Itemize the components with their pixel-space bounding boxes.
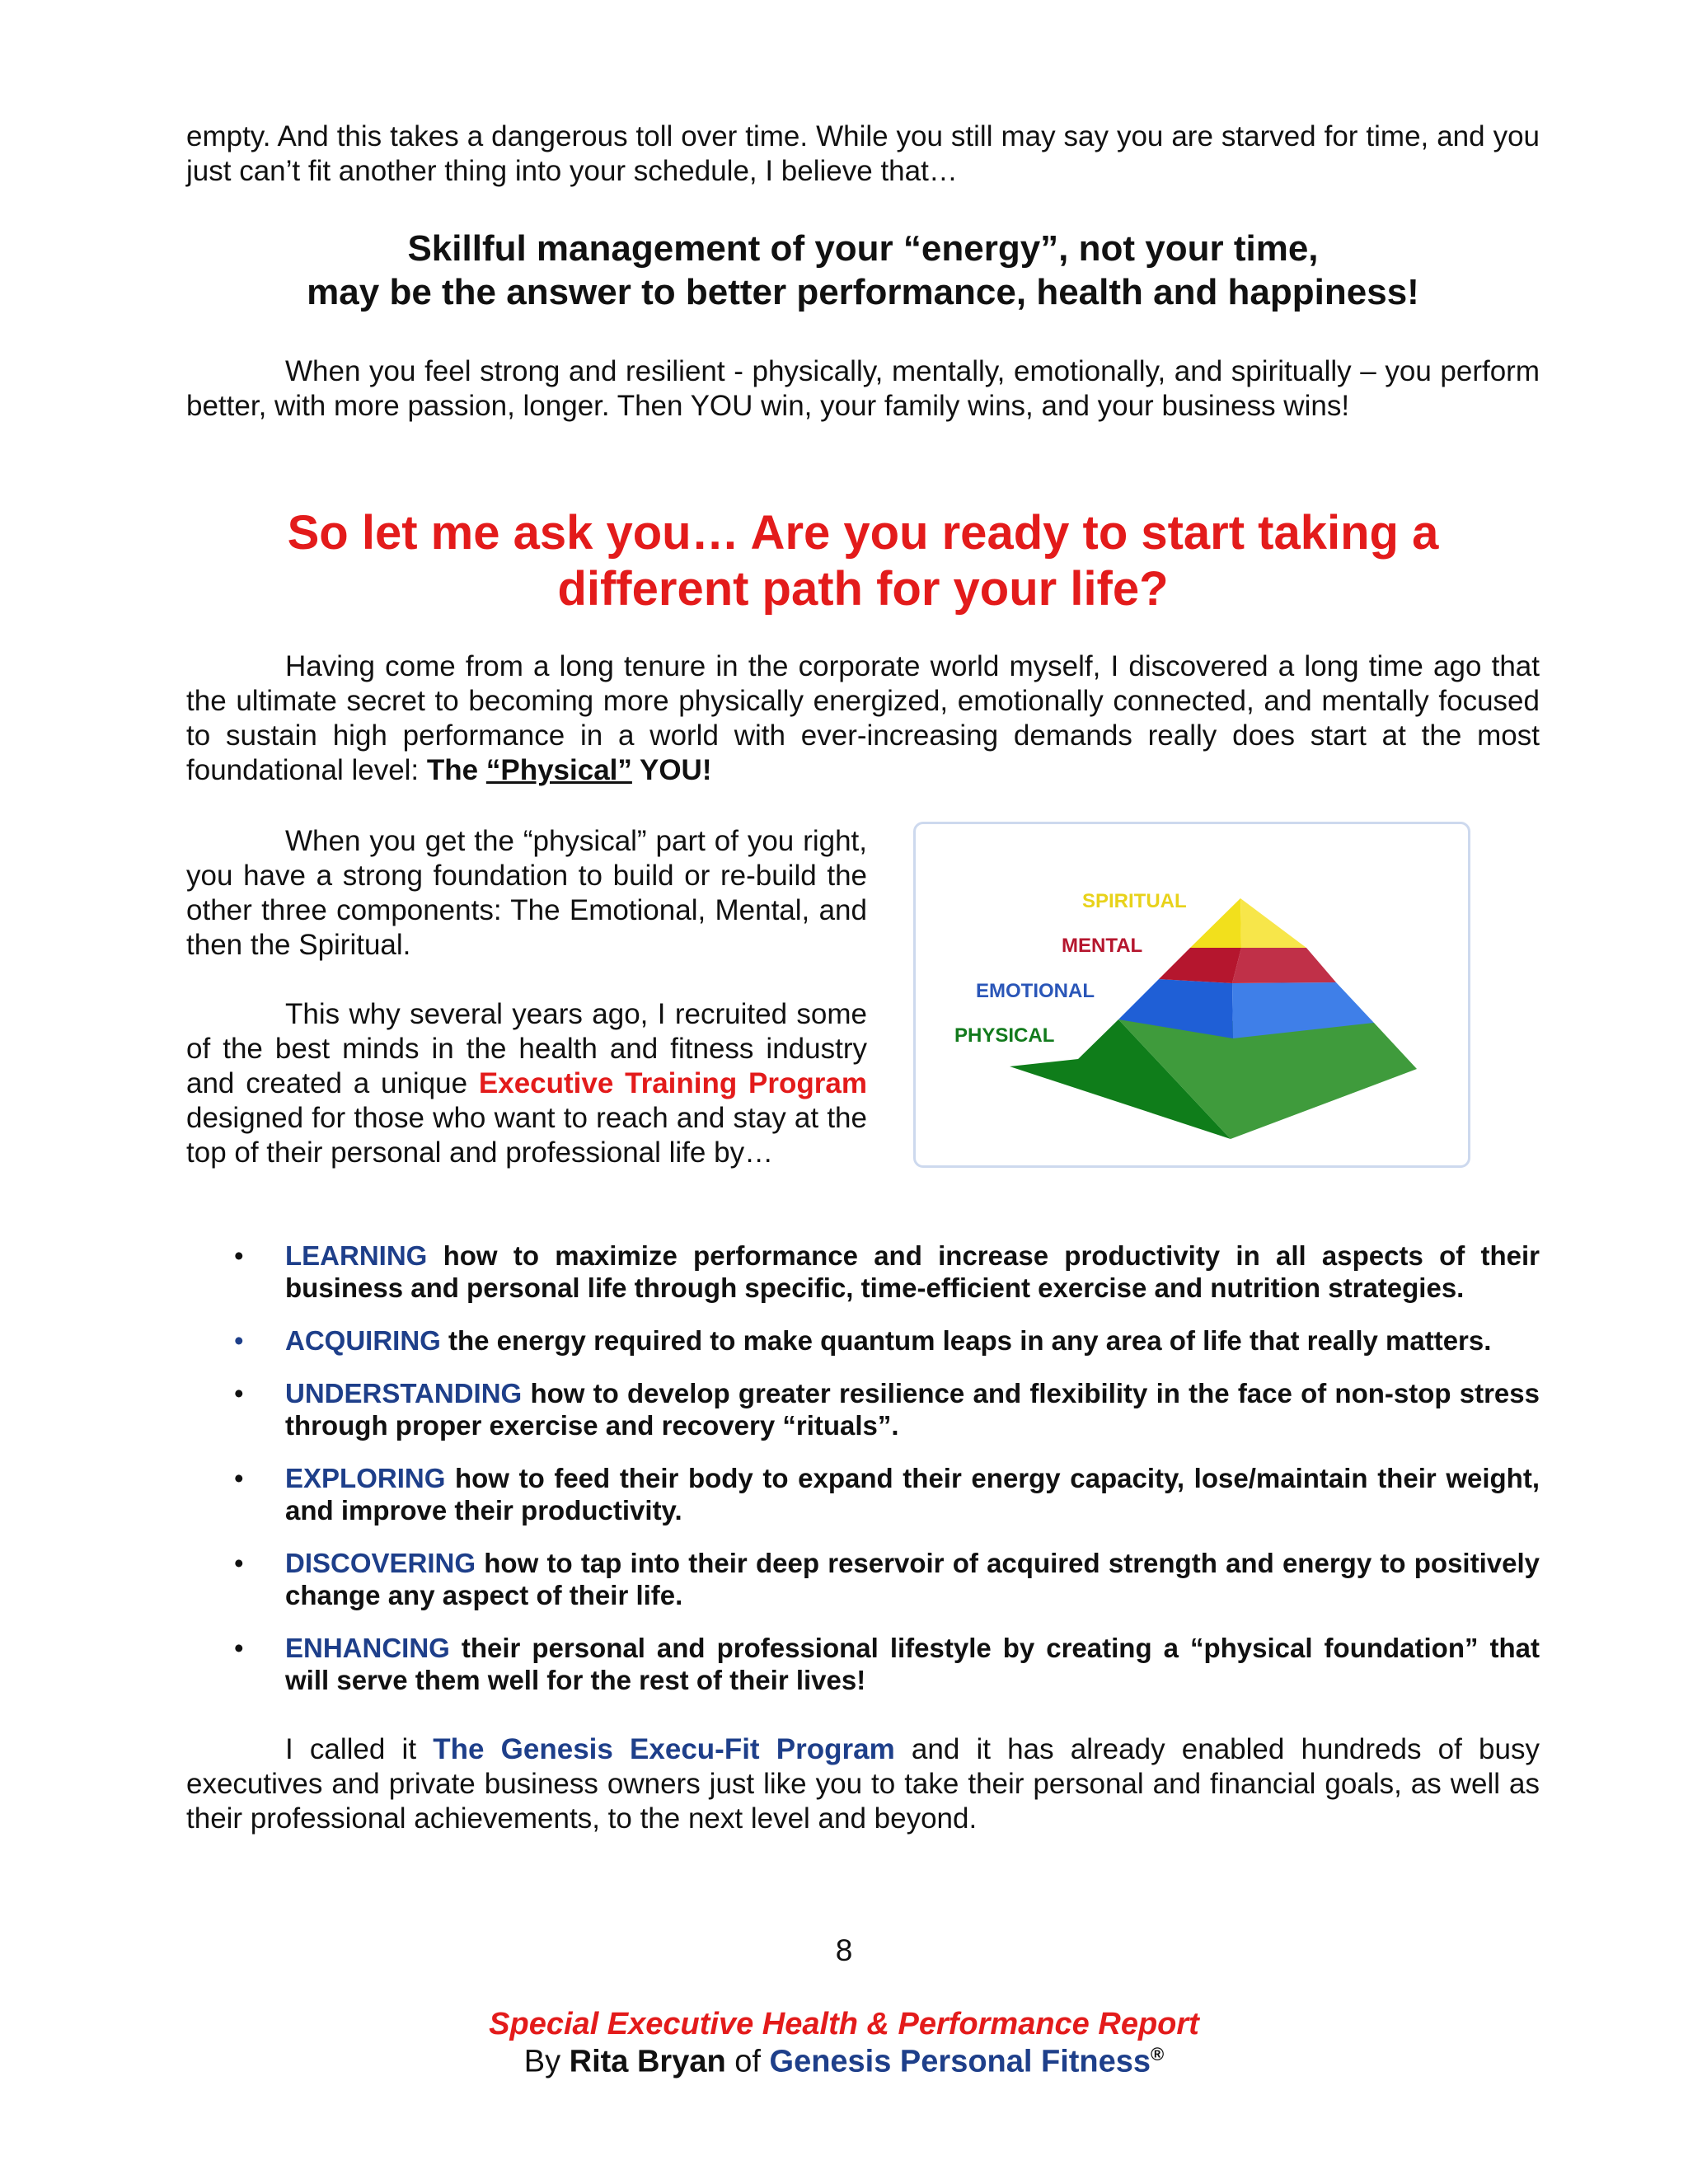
ready-headline bbox=[186, 505, 1540, 617]
callout-line-2: may be the answer to better performance, health and happiness! bbox=[307, 272, 1419, 312]
bullet-symbol: • bbox=[234, 1240, 244, 1271]
bullet-symbol: • bbox=[234, 1633, 244, 1663]
bullet-keyword: LEARNING bbox=[285, 1240, 428, 1271]
corporate-text: Having come from a long tenure in the corporate world myself, I discovered a long time ago that the ultimate secret to becoming more physically energized, emotionally connected, and mentally focused to sustain high performance in a world with ever-increasing demands really does start at the most foundational level: bbox=[186, 650, 1540, 786]
bullet-text: the energy required to make quantum leaps in any area of life that really matters. bbox=[440, 1325, 1492, 1356]
bullet-keyword: ACQUIRING bbox=[285, 1325, 441, 1356]
footer-byline bbox=[0, 2044, 1688, 2080]
pyramid-graphic bbox=[916, 824, 1468, 1165]
list-item bbox=[186, 1377, 1540, 1441]
list-item bbox=[186, 1632, 1540, 1696]
the-bold: The bbox=[426, 754, 486, 786]
executive-training-program: Executive Training Program bbox=[478, 1067, 867, 1099]
recruited-paragraph bbox=[186, 997, 867, 1170]
bullet-symbol: • bbox=[234, 1463, 244, 1493]
physical-underlined: “Physical” bbox=[485, 754, 632, 786]
mental-label: MENTAL bbox=[1062, 935, 1143, 957]
pyramid-figure bbox=[913, 822, 1470, 1168]
footer-company: Genesis Personal Fitness bbox=[769, 2044, 1151, 2079]
bullet-text: how to maximize performance and increase productivity in all aspects of their business and personal life through specific, time-efficient exercise and nutrition strategies. bbox=[285, 1240, 1540, 1303]
genesis-program-name: The Genesis Execu-Fit Program bbox=[433, 1733, 895, 1765]
resilient-paragraph: When you feel strong and resilient - physically, mentally, emotionally, and spiritually – you perform better, with more passion, longer. Then YOU win, your family wins, and your business wins! bbox=[186, 355, 1540, 422]
bullet-symbol: • bbox=[234, 1378, 244, 1408]
registered-mark: ® bbox=[1151, 2044, 1165, 2064]
you-bold: YOU! bbox=[631, 754, 712, 786]
benefits-list bbox=[186, 1240, 1540, 1717]
pyramid-spiritual-right bbox=[1240, 898, 1306, 948]
bullet-keyword: DISCOVERING bbox=[285, 1548, 476, 1578]
genesis-before: I called it bbox=[285, 1733, 434, 1765]
pyramid-spiritual-left bbox=[1190, 898, 1241, 948]
headline-line-2: different path for your life? bbox=[557, 562, 1169, 616]
bullet-symbol: • bbox=[234, 1548, 244, 1578]
bullet-text: how to feed their body to expand their energy capacity, lose/maintain their weight, and improve their productivity. bbox=[285, 1463, 1540, 1526]
list-item bbox=[186, 1324, 1540, 1357]
pyramid-mental-right bbox=[1232, 948, 1336, 983]
list-item bbox=[186, 1547, 1540, 1611]
footer-author: Rita Bryan bbox=[569, 2044, 726, 2079]
bullet-keyword: ENHANCING bbox=[285, 1633, 450, 1663]
bullet-text: their personal and professional lifestyle by creating a “physical foundation” that will serve them well for the rest of their lives! bbox=[285, 1633, 1540, 1695]
pyramid-mental-left bbox=[1159, 948, 1241, 983]
corporate-paragraph bbox=[186, 649, 1540, 788]
emotional-label: EMOTIONAL bbox=[976, 980, 1095, 1002]
genesis-after: and it has already enabled hundreds of busy executives and private business owners just like you to take their personal and financial goals, as well as their professional achievements, to the next level and beyond. bbox=[186, 1733, 1540, 1835]
footer-by: By bbox=[523, 2044, 570, 2079]
recruited-before: This why several years ago, I recruited some of the best minds in the health and fitness industry and created a unique bbox=[186, 998, 867, 1099]
energy-callout bbox=[186, 227, 1540, 314]
intro-paragraph: empty. And this takes a dangerous toll over time. While you still may say you are starved for time, and you just can’t fit another thing into your schedule, I believe that… bbox=[186, 120, 1540, 187]
recruited-after: designed for those who want to reach and stay at the top of their personal and professional life by… bbox=[186, 1102, 867, 1169]
foundation-paragraph: When you get the “physical” part of you right, you have a strong foundation to build or re-build the other three components: The Emotional, Mental, and then the Spiritual. bbox=[186, 825, 867, 961]
physical-label: PHYSICAL bbox=[954, 1024, 1055, 1047]
list-item bbox=[186, 1240, 1540, 1304]
spiritual-label: SPIRITUAL bbox=[1082, 890, 1187, 912]
page-number: 8 bbox=[835, 1933, 853, 1967]
genesis-paragraph bbox=[186, 1732, 1540, 1836]
callout-line-1: Skillful management of your “energy”, not your time, bbox=[407, 228, 1319, 269]
bullet-keyword: EXPLORING bbox=[285, 1463, 446, 1493]
bullet-keyword: UNDERSTANDING bbox=[285, 1378, 523, 1408]
footer-report-title: Special Executive Health & Performance Report bbox=[489, 2007, 1199, 2041]
bullet-text: how to tap into their deep reservoir of acquired strength and energy to positively change any aspect of their life. bbox=[285, 1548, 1540, 1610]
headline-line-1: So let me ask you… Are you ready to start taking a bbox=[287, 506, 1439, 560]
footer-of: of bbox=[725, 2044, 770, 2079]
bullet-text: how to develop greater resilience and flexibility in the face of non-stop stress through proper exercise and recovery “rituals”. bbox=[285, 1378, 1540, 1441]
list-item bbox=[186, 1462, 1540, 1526]
bullet-symbol: • bbox=[234, 1325, 244, 1356]
